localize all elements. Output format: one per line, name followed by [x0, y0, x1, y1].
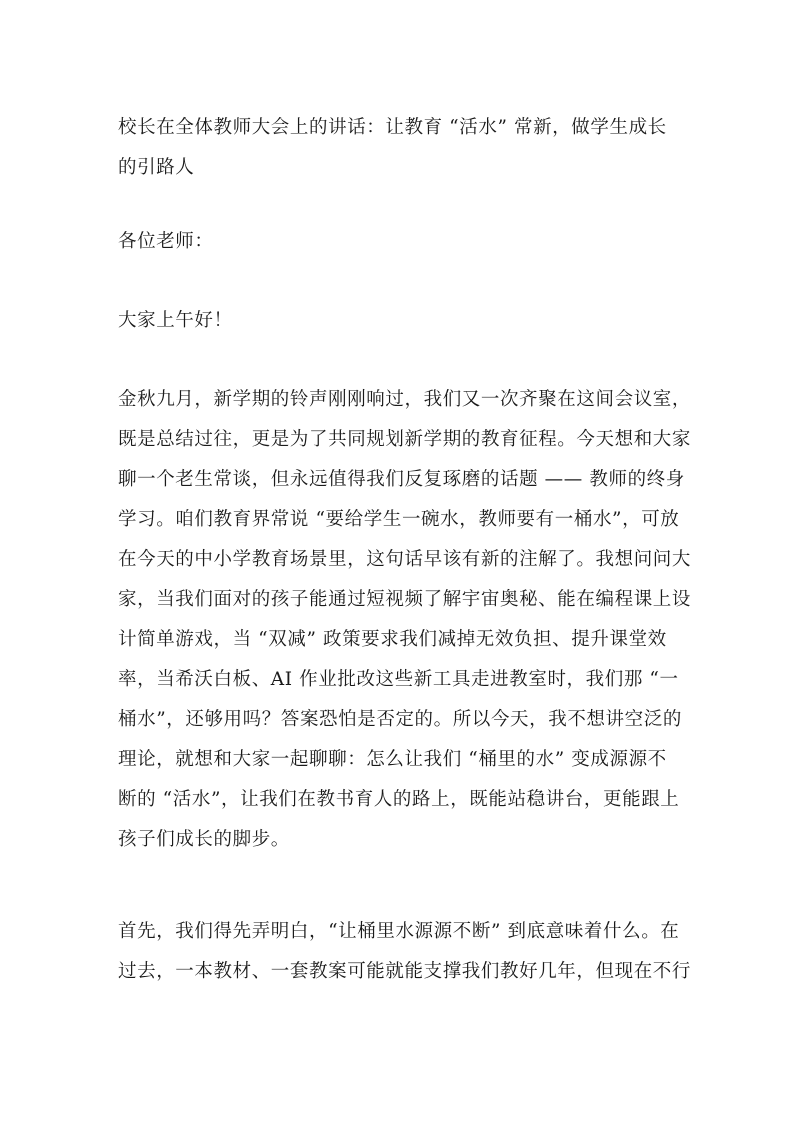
paragraph1-line: 孩子们成长的脚步。: [118, 829, 290, 850]
paragraph1-line: 金秋九月，新学期的铃声刚刚响过，我们又一次齐聚在这间会议室，: [118, 389, 692, 410]
paragraph2-line: 首先，我们得先弄明白，“让桶里水源源不断” 到底意味着什么。在: [118, 921, 680, 942]
paragraph1-line: 家，当我们面对的孩子能通过短视频了解宇宙奥秘、能在编程课上设: [118, 589, 692, 610]
title-line-1: 校长在全体教师大会上的讲话：让教育 “活水” 常新，做学生成长: [118, 117, 667, 138]
paragraph1-line: 理论，就想和大家一起聊聊：怎么让我们 “桶里的水” 变成源源不: [118, 749, 667, 770]
paragraph1-line: 桶水”，还够用吗？答案恐怕是否定的。所以今天，我不想讲空泛的: [118, 709, 682, 730]
paragraph1-line: 学习。咱们教育界常说 “要给学生一碗水，教师要有一桶水”，可放: [118, 509, 680, 530]
paragraph2-line: 过去，一本教材、一套教案可能就能支撑我们教好几年，但现在不行: [118, 961, 692, 982]
title-line-2: 的引路人: [118, 157, 195, 178]
salutation: 各位老师：: [118, 231, 214, 252]
paragraph1-line: 率，当希沃白板、AI 作业批改这些新工具走进教室时，我们那 “一: [118, 669, 679, 690]
paragraph1-line: 聊一个老生常谈，但永远值得我们反复琢磨的话题 —— 教师的终身: [118, 469, 685, 490]
paragraph1-line: 断的 “活水”，让我们在教书育人的路上，既能站稳讲台，更能跟上: [118, 789, 680, 810]
paragraph1-line: 在今天的中小学教育场景里，这句话早该有新的注解了。我想问问大: [118, 549, 692, 570]
paragraph1-line: 既是总结过往，更是为了共同规划新学期的教育征程。今天想和大家: [118, 429, 692, 450]
greeting: 大家上午好！: [118, 310, 233, 331]
paragraph1-line: 计简单游戏，当 “双减” 政策要求我们减掉无效负担、提升课堂效: [118, 629, 667, 650]
